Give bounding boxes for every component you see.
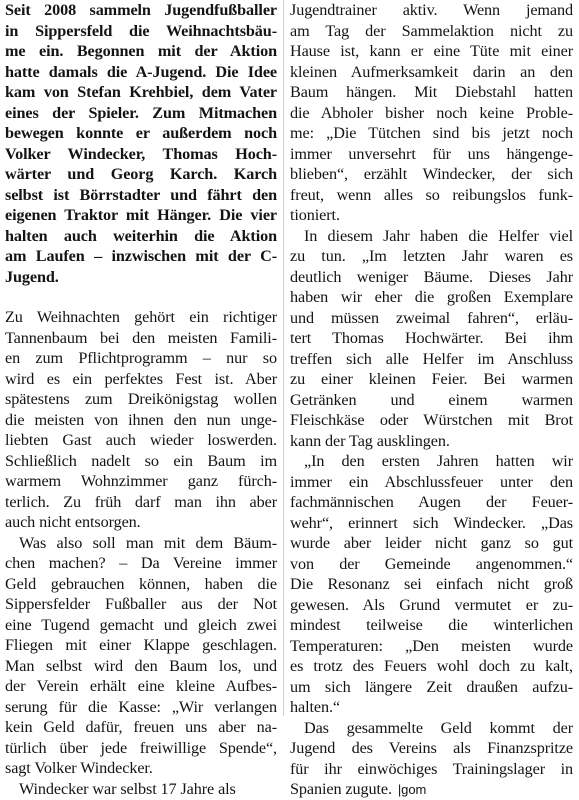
text-line: türlich über jede freiwillige Spende“, xyxy=(5,738,277,757)
text-line: spätestens zum Dreikönigstag wollen xyxy=(5,390,277,408)
body-paragraph xyxy=(5,533,277,779)
text-line: Schließlich nadelt so ein Baum im xyxy=(5,451,277,470)
text-line: mindest teilweise die winterlichen xyxy=(290,616,573,634)
text-line: blieben“, erzählt Windecker, der sich xyxy=(290,165,573,183)
text-line: terlich. Zu früh darf man ihn aber xyxy=(5,492,277,511)
text-line: wurde aber leider nicht ganz so gut xyxy=(290,534,573,552)
text-line: fachmännischen Augen der Feuer- xyxy=(290,493,573,511)
left-body-text xyxy=(5,307,277,799)
text-line: Seit 2008 sammeln Jugendfußballer xyxy=(5,1,277,19)
text-line: kam von Stefan Krehbiel, dem Vater xyxy=(5,83,277,101)
text-line: hatte damals die A-Jugend. Die Idee xyxy=(5,62,277,81)
text-line: wehr“, erinnert sich Windecker. „Das xyxy=(290,513,573,532)
text-line: Baum hängen. Mit Diebstahl hatten xyxy=(290,83,573,101)
closing-line xyxy=(290,779,573,800)
text-line: warmem Wohnzimmer ganz fürch- xyxy=(5,472,277,490)
text-line: treffen sich alle Helfer im Anschluss xyxy=(290,349,573,368)
right-body-text xyxy=(290,0,573,800)
text-line: liebten Gast auch wieder loswerden. xyxy=(5,431,277,449)
text-line: Jugend. xyxy=(5,267,59,286)
text-line: bewegen konnte er außerdem noch xyxy=(5,124,277,142)
left-column xyxy=(5,0,277,799)
text-line: Getränken und einem warmen xyxy=(290,390,573,409)
text-line: Spanien zugute. xyxy=(290,780,392,798)
text-line: eines der Spieler. Zum Mitmachen xyxy=(5,103,277,122)
text-line: tioniert. xyxy=(290,206,340,224)
body-paragraph xyxy=(290,0,573,226)
text-line: kann der Tag ausklingen. xyxy=(290,431,450,450)
column-rule xyxy=(283,0,284,716)
text-line: tert Thomas Hochwärter. Bei ihm xyxy=(290,329,573,347)
text-line: und müssen zweimal fahren“, erläu- xyxy=(290,308,573,327)
text-line: halten auch weiterhin die Aktion xyxy=(5,226,277,245)
right-column xyxy=(290,0,573,800)
text-line: Hause ist, kann er eine Tüte mit einer xyxy=(290,42,573,60)
text-line: selbst ist Börrstadter und fährt den xyxy=(5,185,277,204)
text-line: um sich längere Zeit draußen aufzu- xyxy=(290,677,573,696)
text-line: Zu Weihnachten gehört ein richtiger xyxy=(5,308,277,326)
text-line: am Tag der Sammelaktion nicht zu xyxy=(290,21,573,40)
text-line: „In den ersten Jahren hatten wir xyxy=(304,452,573,470)
text-line: en zum Pflichtprogramm – nur so xyxy=(5,349,277,367)
text-line: kleinen Aufmerksamkeit darin an den xyxy=(290,62,573,81)
text-line: der Verein erhält eine kleine Aufbes- xyxy=(5,677,277,695)
text-line: me ein. Begonnen mit der Aktion xyxy=(5,42,277,60)
text-line: wärter und Georg Karch. Karch xyxy=(5,165,277,183)
text-line: zu tun. „Im letzten Jahr waren es xyxy=(290,247,573,265)
text-line: am Laufen – inzwischen mit der C- xyxy=(5,247,277,265)
text-line: in Sippersfeld die Weihnachtsbäu- xyxy=(5,21,277,40)
text-line: In diesem Jahr haben die Helfer viel xyxy=(304,226,573,245)
text-line: freut, wenn alles so reibungslos funk- xyxy=(290,185,573,204)
text-line: Jugend des Vereins als Finanzspritze xyxy=(290,739,573,757)
body-paragraph xyxy=(290,718,573,800)
text-line: Geld gebrauchen können, haben die xyxy=(5,574,277,593)
text-line: deutlich weniger Bäume. Dieses Jahr xyxy=(290,267,573,286)
text-line: Die Resonanz sei einfach nicht groß xyxy=(290,575,573,593)
body-paragraph xyxy=(290,451,573,718)
text-line: wird es ein perfektes Fest ist. Aber xyxy=(5,369,277,388)
text-line: eine Tugend gemacht und gleich zwei xyxy=(5,615,277,634)
text-line: serung für die Kasse: „Wir verlangen xyxy=(5,697,277,716)
text-line: Volker Windecker, Thomas Hoch- xyxy=(5,144,277,163)
text-line: auch nicht entsorgen. xyxy=(5,513,141,531)
text-line: es trotz des Feuers wohl doch zu kalt, xyxy=(290,657,573,675)
lead-paragraph xyxy=(5,0,277,287)
text-line: die Abholer bisher noch keine Proble- xyxy=(290,103,573,122)
text-line: sagt Volker Windecker. xyxy=(5,759,153,777)
text-line: me: „Die Tütchen sind bis jetzt noch xyxy=(290,124,573,142)
text-line: Fliegen mit einer Klappe geschlagen. xyxy=(5,636,277,654)
text-line: chen machen? – Da Vereine immer xyxy=(5,554,277,572)
text-line: Sippersfelder Fußballer aus der Not xyxy=(5,595,277,613)
author-signature: |gom xyxy=(397,782,427,797)
text-line: die meisten von ihnen den nun unge- xyxy=(5,410,277,429)
body-paragraph xyxy=(5,307,277,533)
text-line: eigenen Traktor mit Hänger. Die vier xyxy=(5,206,277,224)
text-line: halten.“ xyxy=(290,698,340,716)
text-line: Temperaturen: „Den meisten wurde xyxy=(290,636,573,655)
text-line: Fleischkäse oder Würstchen mit Brot xyxy=(290,411,573,429)
text-line: Was also soll man mit dem Bäum- xyxy=(19,533,277,552)
text-line: Windecker war selbst 17 Jahre als xyxy=(19,779,236,798)
body-paragraph xyxy=(290,226,573,452)
text-line: gewesen. Als Grund vermutet er zu- xyxy=(290,595,573,614)
text-line: zu einer kleinen Feier. Bei warmen xyxy=(290,370,573,388)
text-line: Jugendtrainer aktiv. Wenn jemand xyxy=(290,1,573,19)
paragraph-gap xyxy=(5,287,277,307)
text-line: von der Gemeinde angenommen.“ xyxy=(290,554,573,573)
text-line: Tannenbaum bei den meisten Famili- xyxy=(5,328,277,347)
text-line: kein Geld dafür, freuen uns aber na- xyxy=(5,718,277,736)
text-line: Das gesammelte Geld kommt der xyxy=(304,718,573,737)
text-line: haben wir eher die großen Exemplare xyxy=(290,288,573,306)
text-line: immer ein Abschlussfeuer unter den xyxy=(290,472,573,491)
text-line: Man selbst wird den Baum los, und xyxy=(5,656,277,675)
text-line: immer unversehrt für uns hängenge- xyxy=(290,144,573,163)
body-paragraph xyxy=(5,779,277,800)
text-line: für ihr einwöchiges Trainingslager in xyxy=(290,759,573,778)
